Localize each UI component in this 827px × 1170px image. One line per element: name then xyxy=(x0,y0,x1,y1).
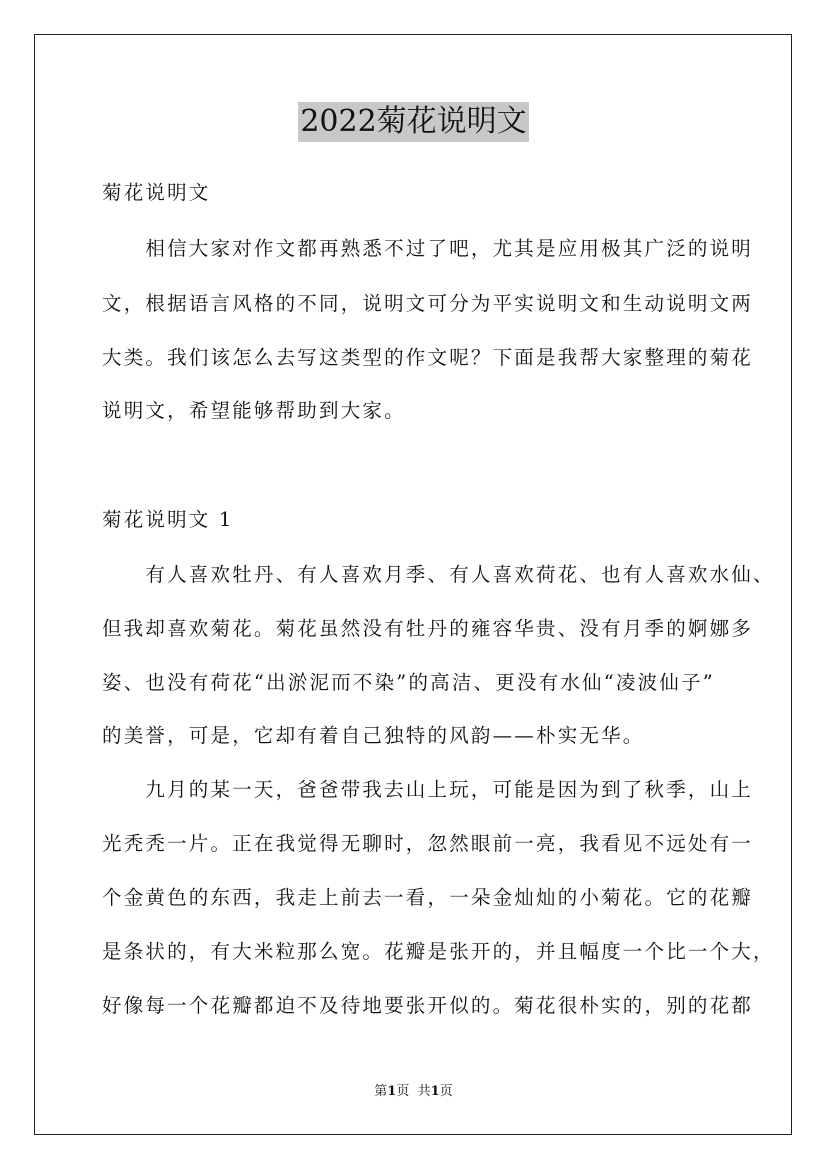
document-title: 2022菊花说明文 xyxy=(298,102,528,142)
paragraph-line: 姿、也没有荷花“出淤泥而不染”的高洁、更没有水仙“凌波仙子” xyxy=(102,671,715,694)
paragraph-line: 是条状的，有大米粒那么宽。花瓣是张开的，并且幅度一个比一个大， xyxy=(102,940,775,963)
page-footer xyxy=(0,1083,827,1101)
paragraph-line: 文，根据语言风格的不同，说明文可分为平实说明文和生动说明文两 xyxy=(102,292,754,315)
paragraph-line: 光秃秃一片。正在我觉得无聊时，忽然眼前一亮，我看见不远处有一 xyxy=(102,832,754,855)
page-number: 1 xyxy=(387,1084,397,1099)
section-heading: 菊花说明文 1 xyxy=(102,508,234,531)
title-container xyxy=(0,102,827,142)
paragraph-line: 的美誉，可是，它却有着自己独特的风韵——朴实无华。 xyxy=(102,724,645,747)
total-suffix: 页 xyxy=(439,1084,453,1099)
paragraph-line: 好像每一个花瓣都迫不及待地要张开似的。菊花很朴实的，别的花都 xyxy=(102,994,754,1017)
page-suffix: 页 xyxy=(396,1084,410,1099)
paragraph-line: 九月的某一天，爸爸带我去山上玩，可能是因为到了秋季，山上 xyxy=(102,778,754,801)
paragraph-line: 有人喜欢牡丹、有人喜欢月季、有人喜欢荷花、也有人喜欢水仙、 xyxy=(102,563,775,586)
page-prefix: 第 xyxy=(374,1084,388,1099)
paragraph-line: 说明文，希望能够帮助到大家。 xyxy=(102,399,406,422)
total-pages: 1 xyxy=(430,1084,440,1099)
paragraph-line: 但我却喜欢菊花。菊花虽然没有牡丹的雍容华贵、没有月季的婀娜多 xyxy=(102,617,754,640)
section-heading: 菊花说明文 xyxy=(102,181,211,204)
paragraph-line: 大类。我们该怎么去写这类型的作文呢？下面是我帮大家整理的菊花 xyxy=(102,346,754,369)
paragraph-line: 个金黄色的东西，我走上前去一看，一朵金灿灿的小菊花。它的花瓣 xyxy=(102,886,754,909)
paragraph-line: 相信大家对作文都再熟悉不过了吧，尤其是应用极其广泛的说明 xyxy=(102,237,754,260)
total-prefix: 共 xyxy=(417,1084,431,1099)
